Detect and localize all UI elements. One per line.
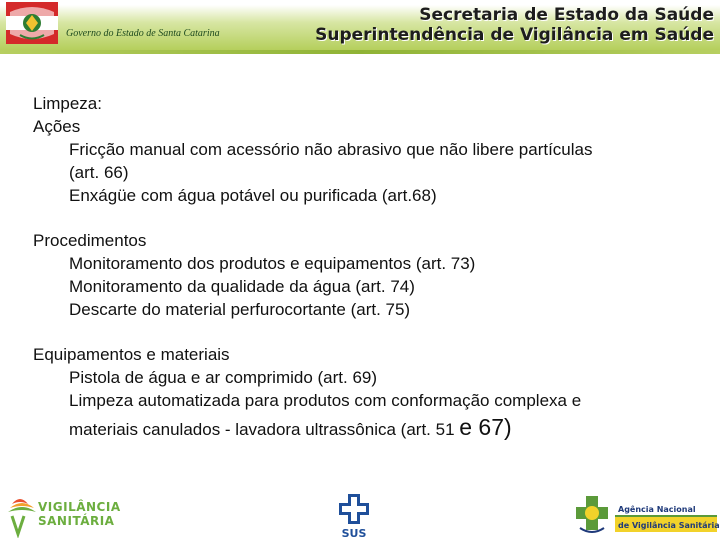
list-item bbox=[33, 416, 703, 441]
header-divider bbox=[0, 50, 720, 54]
superintendencia-title: Superintendência de Vigilância em Saúde bbox=[315, 25, 714, 45]
list-item: Monitoramento da qualidade da água (art. 74) bbox=[69, 277, 415, 296]
list-item: Descarte do material perfurocortante (art. 75) bbox=[69, 300, 411, 319]
list-item-text: materiais canulados - lavadora ultrassônica (art. 51 bbox=[69, 420, 460, 439]
vigilancia-line1: VIGILÂNCIA bbox=[38, 500, 121, 514]
vigilancia-line2: SANITÁRIA bbox=[38, 514, 115, 528]
section-heading-limpeza: Limpeza: bbox=[33, 94, 102, 113]
list-item: Enxágüe com água potável ou purificada (art.68) bbox=[69, 186, 437, 205]
page-title bbox=[315, 5, 714, 45]
anvisa-line1: Agência Nacional bbox=[618, 505, 696, 514]
anvisa-label bbox=[618, 502, 720, 534]
slide-body bbox=[33, 92, 703, 441]
sus-label: SUS bbox=[341, 527, 367, 540]
list-item: Monitoramento dos produtos e equipamentos (art. 73) bbox=[69, 254, 476, 273]
government-label: Governo do Estado de Santa Catarina bbox=[66, 28, 220, 39]
list-item: Limpeza automatizada para produtos com conformação complexa e bbox=[69, 391, 582, 410]
spacer bbox=[33, 207, 703, 229]
list-item: (art. 66) bbox=[69, 163, 129, 182]
list-item-text-large: e 67) bbox=[459, 414, 512, 440]
section-heading-equipamentos: Equipamentos e materiais bbox=[33, 345, 230, 364]
list-item: Fricção manual com acessório não abrasivo que não libere partículas bbox=[69, 140, 593, 159]
list-item: Pistola de água e ar comprimido (art. 69) bbox=[69, 368, 378, 387]
vigilancia-label bbox=[38, 500, 121, 528]
secretaria-title: Secretaria de Estado da Saúde bbox=[419, 5, 714, 25]
section-heading-acoes: Ações bbox=[33, 117, 81, 136]
santa-catarina-flag-icon bbox=[6, 2, 58, 44]
anvisa-logo-icon bbox=[572, 492, 612, 536]
section-heading-procedimentos: Procedimentos bbox=[33, 231, 147, 250]
sus-logo-icon bbox=[336, 492, 372, 540]
anvisa-line2: de Vigilância Sanitária bbox=[618, 521, 720, 530]
spacer bbox=[33, 321, 703, 343]
